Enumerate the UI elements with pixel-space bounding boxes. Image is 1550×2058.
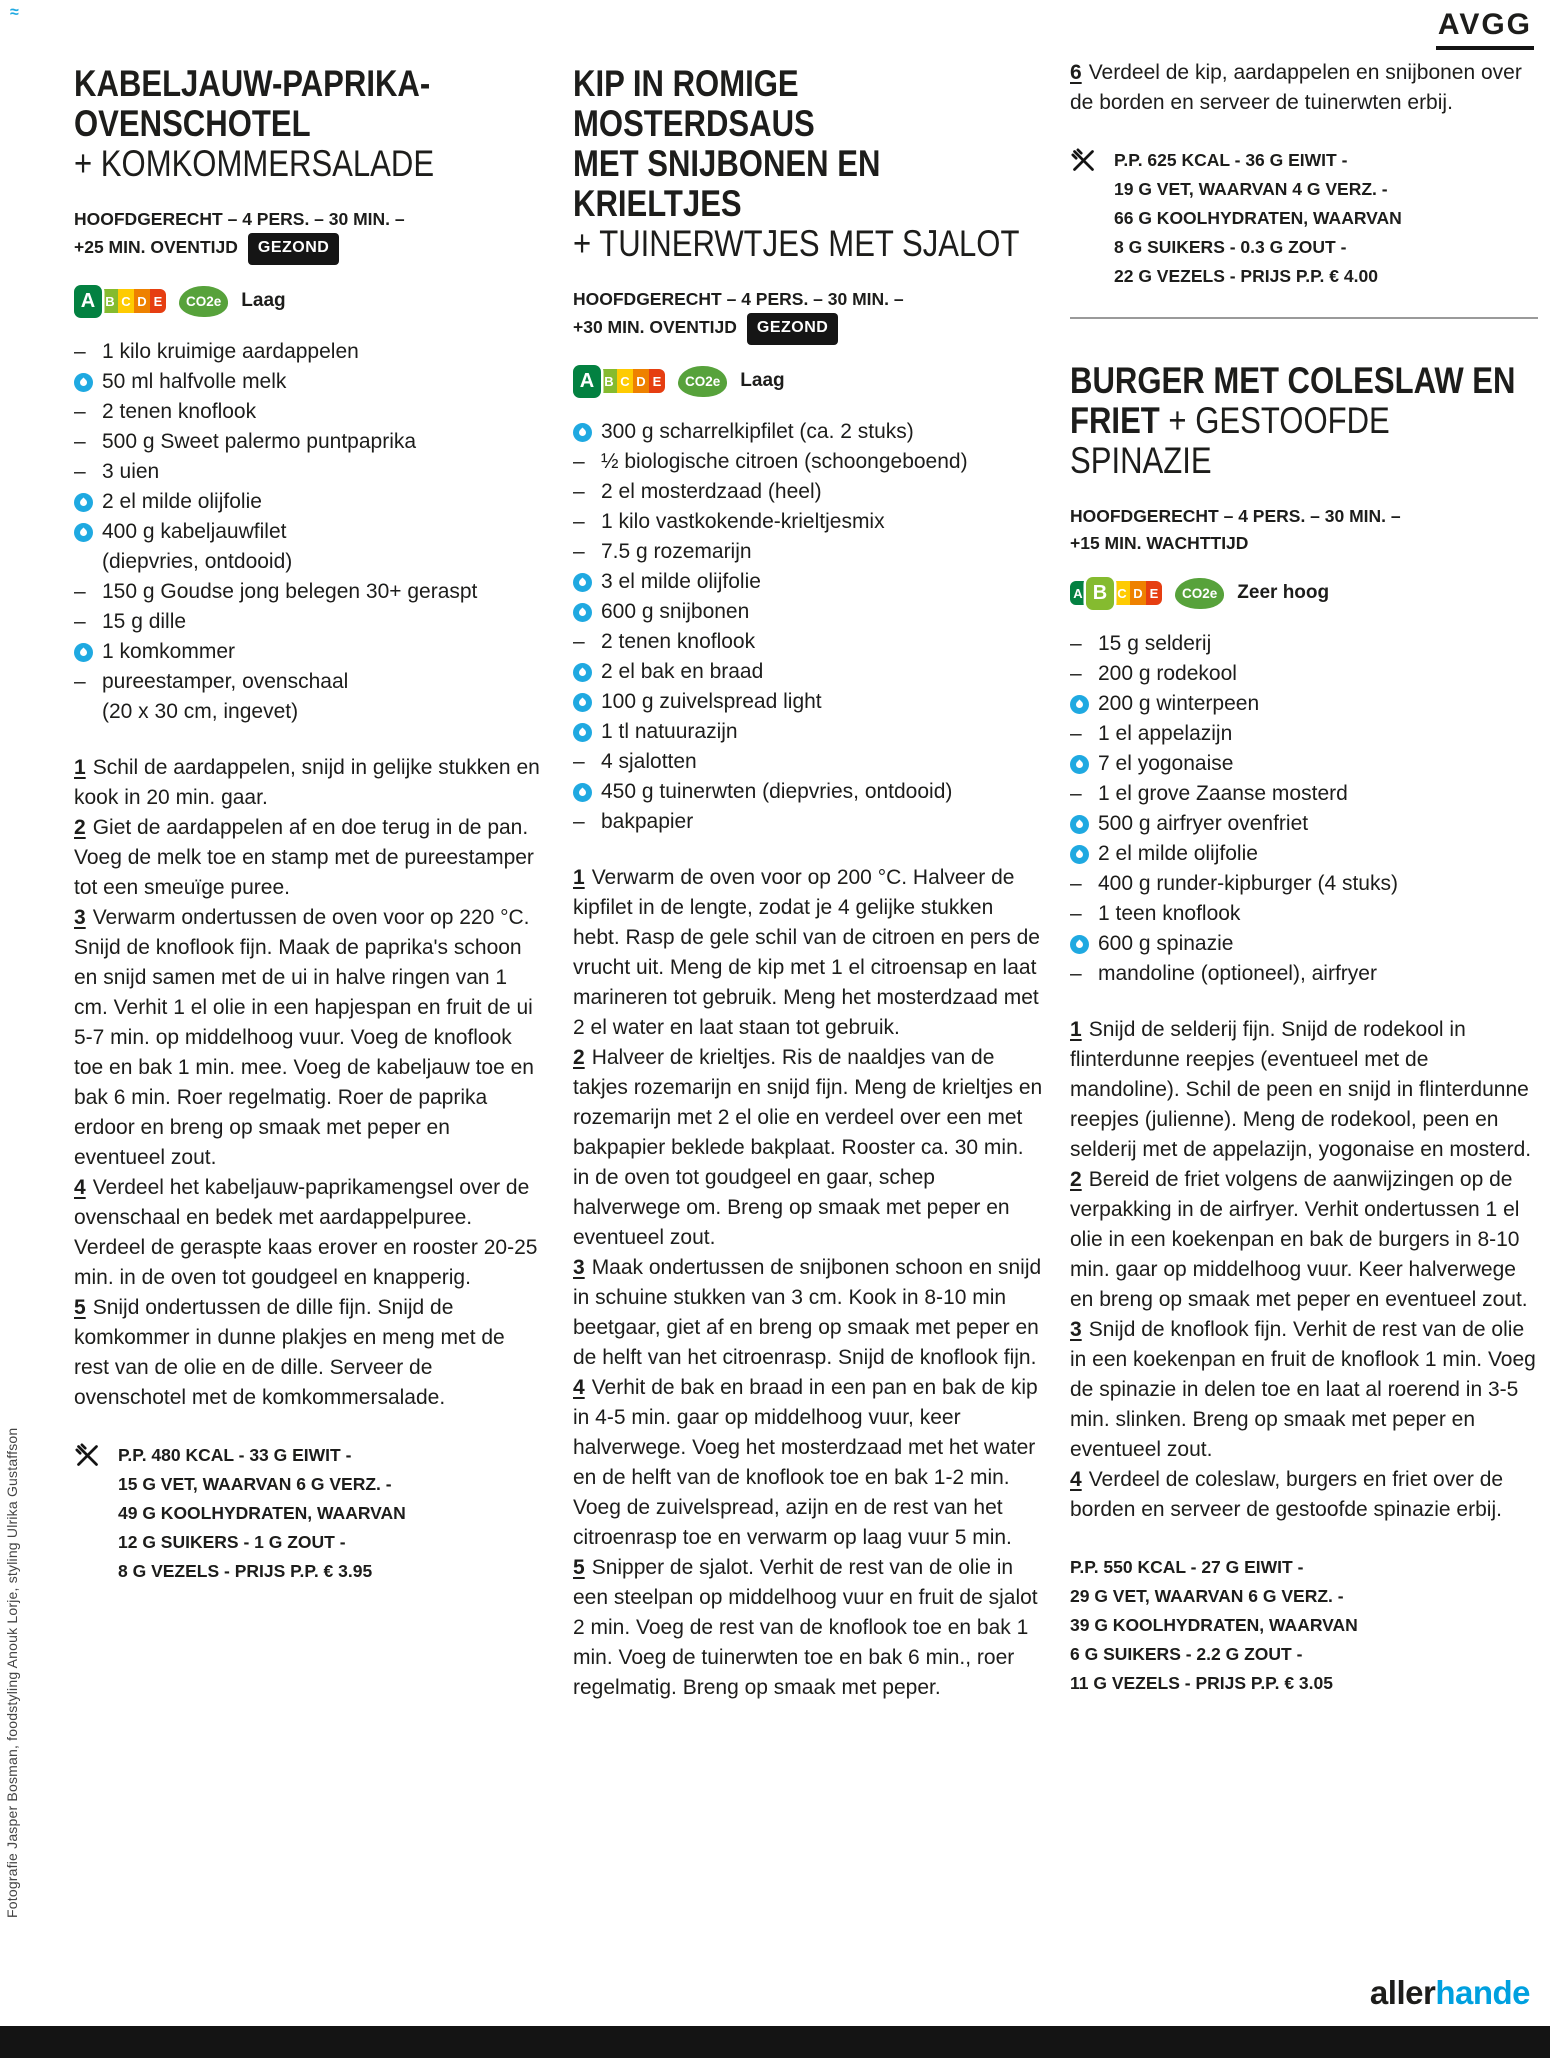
- water-drop-icon: [1070, 935, 1089, 954]
- ingredient-item: [1070, 689, 1538, 719]
- ingredient-item: [1070, 629, 1538, 659]
- ingredient-item: [1070, 869, 1538, 899]
- ingredient-drop-marker: [74, 367, 102, 397]
- recipe-title-segment: KABELJAUW-PAPRIKA-: [74, 63, 431, 104]
- step-number: 4: [1070, 1468, 1082, 1491]
- ingredient-drop-marker: [573, 687, 601, 717]
- top-left-brand-mark: ≈: [10, 4, 19, 21]
- ingredient-dash-marker: –: [74, 460, 86, 483]
- water-drop-icon: [573, 573, 592, 592]
- recipe-labels: [74, 283, 544, 319]
- recipe-labels: [1070, 575, 1538, 611]
- nutrition-line: 8 G SUIKERS - 0.3 G ZOUT -: [1114, 237, 1347, 257]
- co2-level-label: Laag: [740, 370, 785, 391]
- ingredient-drop-marker: [1070, 749, 1098, 779]
- ingredient-drop-marker: [573, 417, 601, 447]
- ingredient-text: 2 el bak en braad: [601, 660, 764, 683]
- ingredient-text: 4 sjalotten: [601, 750, 697, 773]
- recipe-meta: [1070, 503, 1538, 557]
- ingredient-text: 3 uien: [102, 460, 160, 483]
- ingredient-item: [1070, 809, 1538, 839]
- step-number: 6: [1070, 61, 1082, 84]
- ingredient-text: 400 g kabeljauwfilet (diepvries, ontdooid): [102, 520, 293, 573]
- recipe-steps-continued: [1070, 58, 1538, 118]
- nutriscore-letter-e: E: [649, 369, 665, 393]
- ingredient-item: [573, 567, 1043, 597]
- meta-line-2-text: +25 MIN. OVENTIJD: [74, 237, 238, 257]
- ingredient-item: [573, 687, 1043, 717]
- nutriscore-letter-a: A: [1070, 581, 1086, 605]
- ingredient-item: [573, 447, 1043, 477]
- ingredient-item: [573, 537, 1043, 567]
- allerhande-logo: [1370, 1974, 1530, 2012]
- ingredient-dash-marker: –: [1070, 632, 1082, 655]
- nutriscore-label: [1070, 577, 1162, 610]
- nutriscore-letter-e: E: [1146, 581, 1162, 605]
- step-item: 6 Verdeel de kip, aardappelen en snijbonen over de borden en serveer de tuinerwten erbij.: [1070, 61, 1522, 114]
- ingredient-dash-marker: –: [1070, 782, 1082, 805]
- meta-line-2-text: +30 MIN. OVENTIJD: [573, 317, 737, 337]
- ingredient-text: 500 g airfryer ovenfriet: [1098, 812, 1309, 835]
- nutriscore-letter-c: C: [1114, 581, 1130, 605]
- nutrition-block: [1070, 1553, 1538, 1698]
- recipe-column-1: [74, 58, 544, 1612]
- logo-part-blue: hande: [1435, 1974, 1530, 2011]
- ingredient-item: [74, 667, 544, 727]
- ingredient-item: [573, 507, 1043, 537]
- nutrition-line: 6 G SUIKERS - 2.2 G ZOUT -: [1070, 1644, 1303, 1664]
- step-number: 1: [74, 756, 86, 779]
- water-drop-icon: [573, 783, 592, 802]
- ingredient-drop-marker: [573, 777, 601, 807]
- recipe-title-segment: + TUINERWTJES MET SJALOT: [573, 223, 1020, 264]
- ingredient-text: 100 g zuivelspread light: [601, 690, 822, 713]
- ingredient-text: 150 g Goudse jong belegen 30+ geraspt: [102, 580, 478, 603]
- nutrition-lines: [118, 1441, 544, 1586]
- ingredient-dash-marker: –: [573, 810, 585, 833]
- step-number: 2: [74, 816, 86, 839]
- meta-line-2: [74, 233, 544, 265]
- recipe-labels: [573, 363, 1043, 399]
- ingredient-text: 2 el milde olijfolie: [102, 490, 262, 513]
- nutriscore-letter-c: C: [617, 369, 633, 393]
- ingredient-text: 300 g scharrelkipfilet (ca. 2 stuks): [601, 420, 914, 443]
- step-number: 4: [74, 1176, 86, 1199]
- nutriscore-label: [573, 365, 665, 398]
- nutriscore-letter-a: A: [74, 285, 102, 318]
- health-badge: GEZOND: [747, 313, 838, 345]
- ingredient-item: [74, 427, 544, 457]
- ingredient-item: [573, 477, 1043, 507]
- nutrition-lines: [1070, 1553, 1538, 1698]
- ingredient-text: 200 g winterpeen: [1098, 692, 1260, 715]
- ingredient-dash-marker: –: [74, 670, 86, 693]
- ingredient-drop-marker: [1070, 929, 1098, 959]
- water-drop-icon: [74, 523, 93, 542]
- step-number: 2: [1070, 1168, 1082, 1191]
- ingredient-dash-marker: –: [1070, 872, 1082, 895]
- recipe-title-segment: MET SNIJBONEN EN KRIELTJES: [573, 143, 881, 224]
- ingredient-dash-marker: –: [1070, 662, 1082, 685]
- ingredient-item: [1070, 839, 1538, 869]
- recipe-title-segment: OVENSCHOTEL: [74, 103, 311, 144]
- ingredient-drop-marker: [74, 517, 102, 577]
- meta-line-1: HOOFDGERECHT – 4 PERS. – 30 MIN. –: [74, 209, 405, 229]
- photo-credit: Fotografie Jasper Bosman, foodstyling Anouk Lorje, styling Ulrika Gustaffson: [4, 1427, 20, 1918]
- ingredient-item: [1070, 749, 1538, 779]
- ingredient-text: 600 g spinazie: [1098, 932, 1234, 955]
- ingredient-text: ½ biologische citroen (schoongeboend): [601, 450, 968, 473]
- ingredient-text: 1 teen knoflook: [1098, 902, 1241, 925]
- ingredient-item: [573, 747, 1043, 777]
- recipe-column-2: [573, 58, 1043, 1731]
- co2-level-label: Laag: [241, 290, 286, 311]
- step-item: 2 Giet de aardappelen af en doe terug in de pan. Voeg de melk toe en stamp met de pureestamper tot een smeuïge puree.: [74, 816, 534, 899]
- ingredient-text: 50 ml halfvolle melk: [102, 370, 287, 393]
- ingredient-text: mandoline (optioneel), airfryer: [1098, 962, 1377, 985]
- ingredient-text: 450 g tuinerwten (diepvries, ontdooid): [601, 780, 953, 803]
- co2e-badge-icon: CO2e: [1175, 578, 1224, 609]
- ingredient-item: [573, 417, 1043, 447]
- ingredient-item: [74, 517, 544, 577]
- ingredient-dash-marker: –: [573, 450, 585, 473]
- ingredient-text: 3 el milde olijfolie: [601, 570, 761, 593]
- step-number: 5: [74, 1296, 86, 1319]
- co2e-badge-icon: CO2e: [678, 366, 727, 397]
- nutrition-block: [1070, 146, 1538, 291]
- water-drop-icon: [573, 603, 592, 622]
- meta-line-2-text: +15 MIN. WACHTTIJD: [1070, 533, 1249, 553]
- water-drop-icon: [573, 693, 592, 712]
- step-item: 3 Verwarm ondertussen de oven voor op 220 °C. Snijd de knoflook fijn. Maak de paprika's schoon en snijd samen met de ui in halve ringen van 1 cm. Verhit 1 el olie in een hapjespan en fruit de ui 5-7 min. op middelhoog vuur. Voeg de knoflook toe en bak 1 min. mee. Voeg de kabeljauw toe en bak 6 min. Roer regelmatig. Roer de paprika erdoor en breng op smaak met peper en eventueel zout.: [74, 906, 534, 1169]
- ingredient-dash-marker: –: [573, 750, 585, 773]
- ingredient-dash-marker: –: [1070, 722, 1082, 745]
- ingredient-dash-marker: –: [573, 480, 585, 503]
- ingredient-text: 7.5 g rozemarijn: [601, 540, 752, 563]
- ingredient-item: [74, 457, 544, 487]
- meta-line-2: [573, 313, 1043, 345]
- ingredient-item: [573, 627, 1043, 657]
- bottom-black-bar: [0, 2026, 1550, 2058]
- nutriscore-letter-b: B: [1086, 577, 1114, 610]
- ingredient-drop-marker: [573, 597, 601, 627]
- nutrition-line: 8 G VEZELS - PRIJS P.P. € 3.95: [118, 1561, 373, 1581]
- recipe-title: [573, 64, 1043, 264]
- nutrition-line: 11 G VEZELS - PRIJS P.P. € 3.05: [1070, 1673, 1333, 1693]
- water-drop-icon: [1070, 815, 1089, 834]
- cutlery-icon: [74, 1441, 104, 1586]
- step-item: 5 Snijd ondertussen de dille fijn. Snijd de komkommer in dunne plakjes en meng met de rest van de olie en de dille. Serveer de ovenschotel met de komkommersalade.: [74, 1296, 505, 1409]
- ingredient-item: [1070, 719, 1538, 749]
- ingredient-item: [1070, 959, 1538, 989]
- ingredient-dash-marker: –: [74, 340, 86, 363]
- ingredient-list: [573, 417, 1043, 837]
- ingredient-text: 1 tl natuurazijn: [601, 720, 738, 743]
- ingredient-text: 2 el mosterdzaad (heel): [601, 480, 822, 503]
- meta-line-1: HOOFDGERECHT – 4 PERS. – 30 MIN. –: [573, 289, 904, 309]
- recipe-steps: [74, 753, 544, 1413]
- step-number: 3: [74, 906, 86, 929]
- nutrition-line: 66 G KOOLHYDRATEN, WAARVAN: [1114, 208, 1402, 228]
- recipe-meta: [573, 286, 1043, 345]
- step-item: 4 Verdeel het kabeljauw-paprikamengsel over de ovenschaal en bedek met aardappelpuree. Verdeel de geraspte kaas erover en rooster 20-25 min. in de oven tot goudgeel en knapperig.: [74, 1176, 538, 1289]
- recipe-steps: [573, 863, 1043, 1703]
- recipe-steps: [1070, 1015, 1538, 1525]
- ingredient-dash-marker: –: [74, 580, 86, 603]
- ingredient-item: [74, 577, 544, 607]
- water-drop-icon: [74, 493, 93, 512]
- ingredient-drop-marker: [74, 487, 102, 517]
- recipe-title-segment: KIP IN ROMIGE MOSTERDSAUS: [573, 63, 815, 144]
- nutrition-line: P.P. 625 KCAL - 36 G EIWIT -: [1114, 150, 1348, 170]
- recipe-title-segment: FRIET: [1070, 400, 1169, 441]
- ingredient-item: [1070, 899, 1538, 929]
- ingredient-item: [1070, 779, 1538, 809]
- ingredient-drop-marker: [74, 637, 102, 667]
- ingredient-item: [74, 487, 544, 517]
- step-number: 1: [1070, 1018, 1082, 1041]
- nutriscore-letter-d: D: [633, 369, 649, 393]
- step-item: 3 Maak ondertussen de snijbonen schoon en snijd in schuine stukken van 3 cm. Kook in 8-10 min beetgaar, giet af en breng op smaak met peper en de helft van het citroenrasp. Snijd de knoflook fijn.: [573, 1256, 1042, 1369]
- step-item: 3 Snijd de knoflook fijn. Verhit de rest van de olie in een koekenpan en fruit de knoflook 1 min. Voeg de spinazie in delen toe en laat al roerend in 3-5 min. slinken. Breng op smaak met peper en eventueel zout.: [1070, 1318, 1536, 1461]
- ingredient-dash-marker: –: [573, 630, 585, 653]
- step-item: 1 Schil de aardappelen, snijd in gelijke stukken en kook in 20 min. gaar.: [74, 756, 540, 809]
- page-header-brand: AVGG: [1436, 8, 1534, 50]
- nutriscore-letter-a: A: [573, 365, 601, 398]
- step-item: 1 Snijd de selderij fijn. Snijd de rodekool in flinterdunne reepjes (eventueel met de mandoline). Schil de peen en snijd in flinterdunne reepjes (julienne). Meng de rodekool, peen en selderij met de appelazijn, yogonaise en mosterd.: [1070, 1018, 1532, 1161]
- water-drop-icon: [1070, 695, 1089, 714]
- nutriscore-label: [74, 285, 166, 318]
- ingredient-dash-marker: –: [1070, 902, 1082, 925]
- nutrition-line: 12 G SUIKERS - 1 G ZOUT -: [118, 1532, 346, 1552]
- ingredient-dash-marker: –: [74, 430, 86, 453]
- water-drop-icon: [573, 423, 592, 442]
- water-drop-icon: [573, 723, 592, 742]
- ingredient-drop-marker: [1070, 689, 1098, 719]
- ingredient-text: 15 g selderij: [1098, 632, 1212, 655]
- nutrition-line: 29 G VET, WAARVAN 6 G VERZ. -: [1070, 1586, 1344, 1606]
- nutriscore-letter-c: C: [118, 289, 134, 313]
- water-drop-icon: [74, 373, 93, 392]
- nutrition-line: 22 G VEZELS - PRIJS P.P. € 4.00: [1114, 266, 1378, 286]
- ingredient-text: 500 g Sweet palermo puntpaprika: [102, 430, 417, 453]
- nutrition-line: P.P. 550 KCAL - 27 G EIWIT -: [1070, 1557, 1304, 1577]
- recipe-column-3: [1070, 58, 1538, 1724]
- ingredient-dash-marker: –: [573, 540, 585, 563]
- ingredient-drop-marker: [1070, 809, 1098, 839]
- ingredient-list: [1070, 629, 1538, 989]
- ingredient-text: 1 komkommer: [102, 640, 236, 663]
- ingredient-text: 400 g runder-kipburger (4 stuks): [1098, 872, 1398, 895]
- ingredient-item: [74, 337, 544, 367]
- recipe-title: [74, 64, 544, 184]
- recipe-title-segment: + GESTOOFDE SPINAZIE: [1070, 400, 1390, 481]
- recipe-meta: [74, 206, 544, 265]
- ingredient-drop-marker: [1070, 839, 1098, 869]
- meta-line-2: [1070, 530, 1538, 557]
- ingredient-text: 7 el yogonaise: [1098, 752, 1234, 775]
- water-drop-icon: [573, 663, 592, 682]
- nutrition-line: 39 G KOOLHYDRATEN, WAARVAN: [1070, 1615, 1358, 1635]
- ingredient-text: bakpapier: [601, 810, 694, 833]
- step-item: 2 Bereid de friet volgens de aanwijzingen op de verpakking in de airfryer. Verhit ondertussen 1 el olie in een koekenpan en bak de burgers in 8-10 min. gaar op middelhoog vuur. Keer halverwege en breng op smaak met peper en eventueel zout.: [1070, 1168, 1528, 1311]
- ingredient-text: 1 el appelazijn: [1098, 722, 1233, 745]
- ingredient-list: [74, 337, 544, 727]
- ingredient-text: 1 el grove Zaanse mosterd: [1098, 782, 1348, 805]
- recipe-title-segment: + KOMKOMMERSALADE: [74, 143, 435, 184]
- recipe-title: [1070, 361, 1538, 481]
- ingredient-item: [573, 777, 1043, 807]
- ingredient-item: [573, 807, 1043, 837]
- nutriscore-letter-e: E: [150, 289, 166, 313]
- cutlery-icon: [1070, 146, 1100, 291]
- step-number: 1: [573, 866, 585, 889]
- ingredient-item: [74, 397, 544, 427]
- ingredient-text: 2 tenen knoflook: [601, 630, 756, 653]
- ingredient-text: 1 kilo vastkokende-krieltjesmix: [601, 510, 885, 533]
- ingredient-drop-marker: [573, 657, 601, 687]
- ingredient-text: 200 g rodekool: [1098, 662, 1237, 685]
- ingredient-item: [573, 597, 1043, 627]
- step-item: 4 Verhit de bak en braad in een pan en bak de kip in 4-5 min. gaar op middelhoog vuur, keer halverwege. Voeg het mosterdzaad met het water en de helft van de knoflook toe en bak 1-2 min. Voeg de zuivelspread, azijn en de rest van het citroenrasp toe en verwarm op laag vuur 5 min.: [573, 1376, 1038, 1549]
- ingredient-text: 15 g dille: [102, 610, 187, 633]
- ingredient-item: [74, 607, 544, 637]
- nutrition-line: 49 G KOOLHYDRATEN, WAARVAN: [118, 1503, 406, 1523]
- ingredient-text: 1 kilo kruimige aardappelen: [102, 340, 359, 363]
- ingredient-text: 600 g snijbonen: [601, 600, 750, 623]
- step-item: 5 Snipper de sjalot. Verhit de rest van de olie in een steelpan op middelhoog vuur en fruit de sjalot 2 min. Voeg de rest van de knoflook toe en bak 1 min. Voeg de tuinerwten toe en bak 6 min., roer regelmatig. Breng op smaak met peper.: [573, 1556, 1038, 1699]
- ingredient-dash-marker: –: [74, 610, 86, 633]
- recipe-title-segment: BURGER MET COLESLAW EN: [1070, 360, 1516, 401]
- ingredient-dash-marker: –: [74, 400, 86, 423]
- step-number: 4: [573, 1376, 585, 1399]
- nutrition-line: 19 G VET, WAARVAN 4 G VERZ. -: [1114, 179, 1388, 199]
- nutriscore-letter-b: B: [102, 289, 118, 313]
- meta-line-1: HOOFDGERECHT – 4 PERS. – 30 MIN. –: [1070, 506, 1401, 526]
- nutriscore-letter-b: B: [601, 369, 617, 393]
- nutrition-line: 15 G VET, WAARVAN 6 G VERZ. -: [118, 1474, 392, 1494]
- step-item: 1 Verwarm de oven voor op 200 °C. Halveer de kipfilet in de lengte, zodat je 4 gelijke stukken hebt. Rasp de gele schil van de citroen en pers de vrucht uit. Meng de kip met 1 el citroensap en laat marineren tot gebruik. Meng het mosterdzaad met 2 el water en laat staan tot gebruik.: [573, 866, 1040, 1039]
- ingredient-item: [1070, 659, 1538, 689]
- nutrition-block: [74, 1441, 544, 1586]
- ingredient-dash-marker: –: [573, 510, 585, 533]
- ingredient-item: [74, 367, 544, 397]
- health-badge: GEZOND: [248, 233, 339, 265]
- ingredient-text: 2 tenen knoflook: [102, 400, 257, 423]
- step-item: 4 Verdeel de coleslaw, burgers en friet over de borden en serveer de gestoofde spinazie erbij.: [1070, 1468, 1504, 1521]
- nutrition-line: P.P. 480 KCAL - 33 G EIWIT -: [118, 1445, 352, 1465]
- step-number: 3: [573, 1256, 585, 1279]
- step-number: 3: [1070, 1318, 1082, 1341]
- nutriscore-letter-d: D: [1130, 581, 1146, 605]
- ingredient-drop-marker: [573, 567, 601, 597]
- ingredient-item: [74, 637, 544, 667]
- step-number: 2: [573, 1046, 585, 1069]
- nutriscore-letter-d: D: [134, 289, 150, 313]
- ingredient-drop-marker: [573, 717, 601, 747]
- section-divider: [1070, 317, 1538, 319]
- nutrition-lines: [1114, 146, 1538, 291]
- ingredient-item: [1070, 929, 1538, 959]
- ingredient-text: 2 el milde olijfolie: [1098, 842, 1258, 865]
- step-item: 2 Halveer de krieltjes. Ris de naaldjes van de takjes rozemarijn en snijd fijn. Meng de krieltjes en rozemarijn met 2 el olie en verdeel over een met bakpapier beklede bakplaat. Rooster ca. 30 min. in de oven tot goudgeel en gaar, schep halverwege om. Breng op smaak met peper en eventueel zout.: [573, 1046, 1043, 1249]
- water-drop-icon: [1070, 755, 1089, 774]
- step-number: 5: [573, 1556, 585, 1579]
- water-drop-icon: [1070, 845, 1089, 864]
- ingredient-dash-marker: –: [1070, 962, 1082, 985]
- co2e-badge-icon: CO2e: [179, 286, 228, 317]
- water-drop-icon: [74, 643, 93, 662]
- ingredient-text: pureestamper, ovenschaal (20 x 30 cm, ingevet): [102, 670, 349, 723]
- ingredient-item: [573, 657, 1043, 687]
- ingredient-item: [573, 717, 1043, 747]
- logo-part-black: aller: [1369, 1974, 1436, 2011]
- co2-level-label: Zeer hoog: [1237, 582, 1330, 603]
